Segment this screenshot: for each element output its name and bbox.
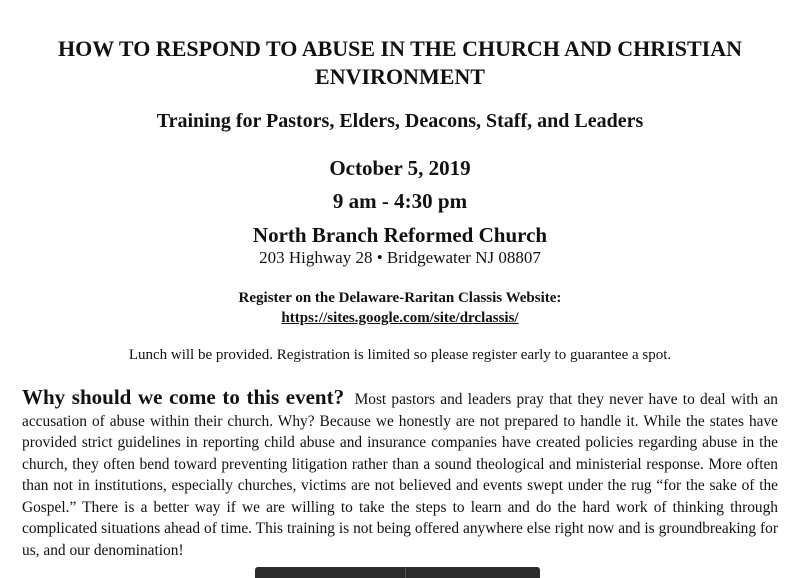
why-body: Most pastors and leaders pray that they never have to deal with an accusation of abuse within their church. Why? Because we honestly are not prepared to handle it. While the states have provided strict guidelines in reporting child abuse and insurance companies have created policies regarding abuse in the church, they often bend toward preventing litigation rather than a sound theological and ministerial response. More often than not in institutions, especially churches, victims are not believed and events swept under the rug “for the sake of the Gospel.” There is a better way if we are willing to take the steps to learn and do the hard work of thinking through complicated situations ahead of time. This training is not being offered anywhere else right now and is groundbreaking for us, and our denomination! (22, 391, 778, 559)
why-heading: Why should we come to this event? (22, 385, 345, 409)
page-title: HOW TO RESPOND TO ABUSE IN THE CHURCH AND CHRISTIAN ENVIRONMENT (57, 36, 742, 89)
event-date: October 5, 2019 (329, 156, 471, 180)
viewer-toolbar[interactable] (255, 567, 540, 578)
lunch-note: Lunch will be provided. Registration is limited so please register early to guarantee a spot. (128, 347, 672, 363)
registration-link[interactable]: https://sites.google.com/site/drclassis/ (281, 310, 519, 326)
event-address: 203 Highway 28 • Bridgewater NJ 08807 (259, 248, 541, 267)
event-time: 9 am - 4:30 pm (332, 189, 468, 213)
why-paragraph (22, 387, 778, 561)
toolbar-divider (405, 567, 406, 578)
page-subtitle: Training for Pastors, Elders, Deacons, Staff, and Leaders (156, 110, 644, 132)
event-venue: North Branch Reformed Church (252, 223, 548, 247)
registration-label: Register on the Delaware-Raritan Classis Website: (238, 290, 562, 306)
registration-block (0, 288, 800, 328)
